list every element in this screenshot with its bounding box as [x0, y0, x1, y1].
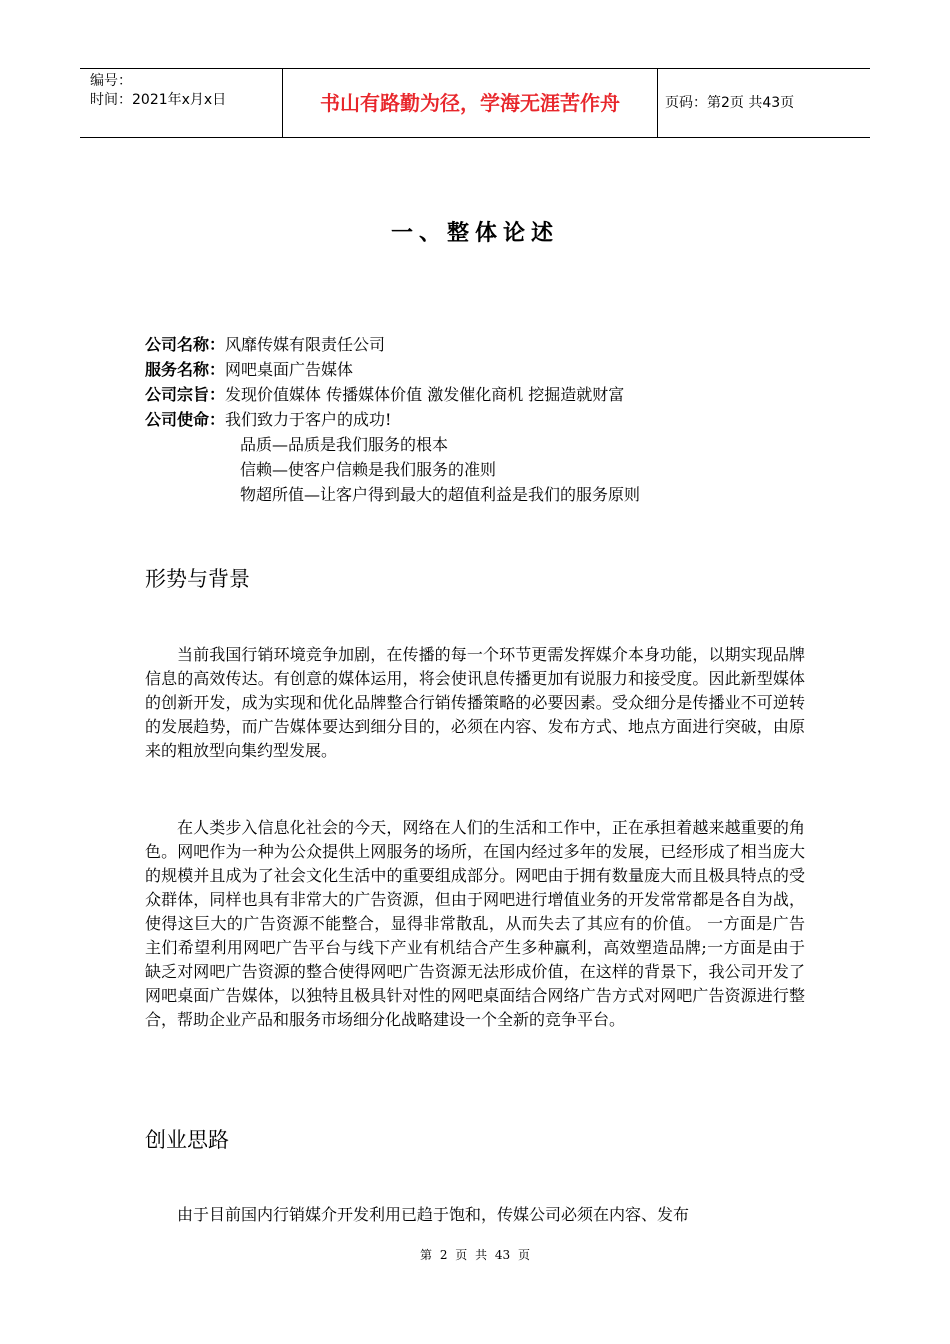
info-value: 发现价值媒体 传播媒体价值 激发催化商机 挖掘造就财富	[225, 385, 625, 404]
mission-line: 品质—品质是我们服务的根本	[240, 435, 449, 454]
paragraph: 由于目前国内行销媒介开发利用已趋于饱和，传媒公司必须在内容、发布	[177, 1205, 690, 1224]
info-row-mission	[145, 407, 640, 432]
mission-line: 信赖—使客户信赖是我们服务的准则	[240, 460, 497, 479]
info-row-company-name	[145, 332, 640, 357]
info-row-purpose	[145, 382, 640, 407]
info-label: 公司名称：	[145, 335, 226, 354]
section-heading-startup-idea: 创业思路	[145, 1128, 229, 1152]
page-header	[80, 68, 870, 138]
document-title: 一、整体论述	[390, 221, 559, 246]
mission-line: 物超所值—让客户得到最大的超值利益是我们的服务原则	[240, 485, 641, 504]
page-footer: 第 2 页 共 43 页	[420, 1248, 530, 1262]
company-info	[145, 332, 640, 507]
info-label: 公司使命：	[145, 410, 226, 429]
paragraph: 当前我国行销环境竞争加剧，在传播的每一个环节更需发挥媒介本身功能，以期实现品牌信息的高效传达。有创意的媒体运用，将会使讯息传播更加有说服力和接受度。因此新型媒体的创新开发，成为实现和优化品牌整合行销传播策略的必要因素。受众细分是传播业不可逆转的发展趋势，而广告媒体要达到细分目的，必须在内容、发布方式、地点方面进行突破，由原来的粗放型向集约型发展。	[145, 645, 805, 760]
info-value: 我们致力于客户的成功!	[225, 410, 392, 429]
info-row-service-name	[145, 357, 640, 382]
header-meta-cell	[80, 69, 283, 137]
number-label: 编号：	[90, 73, 132, 89]
time-label: 时间：2021年x月x日	[90, 92, 227, 108]
header-motto: 书山有路勤为径，学海无涯苦作舟	[283, 69, 658, 137]
info-value: 网吧桌面广告媒体	[225, 360, 354, 379]
header-page-info: 页码：第2页 共43页	[665, 95, 795, 111]
section-heading-background: 形势与背景	[145, 567, 250, 591]
paragraph: 在人类步入信息化社会的今天，网络在人们的生活和工作中，正在承担着越来越重要的角色。网吧作为一种为公众提供上网服务的场所，在国内经过多年的发展，已经形成了相当庞大的规模并且成为了社会文化生活中的重要组成部分。网吧由于拥有数量庞大而且极具特点的受众群体，同样也具有非常大的广告资源，但由于网吧进行增值业务的开发常常都是各自为战，使得这巨大的广告资源不能整合，显得非常散乱，从而失去了其应有的价值。 一方面是广告主们希望利用网吧广告平台与线下产业有机结合产生多种赢利，高效塑造品牌;一方面是由于缺乏对网吧广告资源的整合使得网吧广告资源无法形成价值，在这样的背景下，我公司开发了网吧桌面广告媒体，以独特且极具针对性的网吧桌面结合网络广告方式对网吧广告资源进行整合，帮助企业产品和服务市场细分化战略建设一个全新的竞争平台。	[145, 818, 805, 1029]
info-value: 风靡传媒有限责任公司	[225, 335, 386, 354]
info-label: 公司宗旨：	[145, 385, 226, 404]
info-label: 服务名称：	[145, 360, 226, 379]
